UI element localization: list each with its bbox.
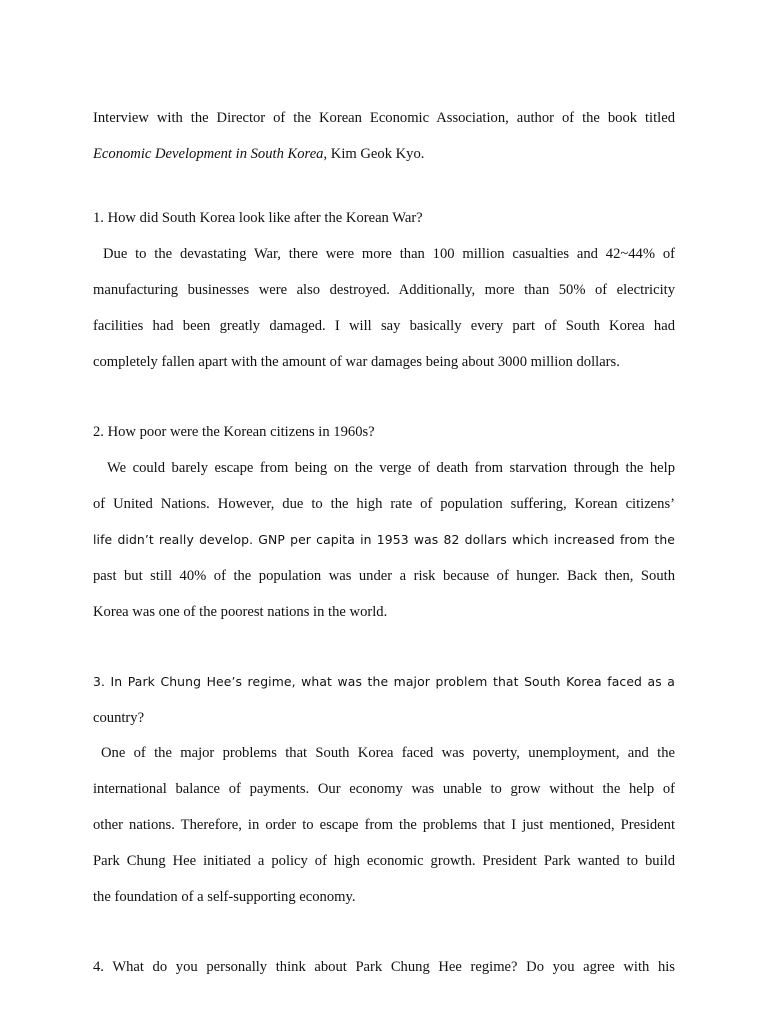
intro-author: , Kim Geok Kyo. — [323, 146, 425, 162]
answer-3-line-2: international balance of payments. Our economy was unable to grow without the help of — [93, 781, 675, 797]
answer-2-line-1: We could barely escape from being on the verge of death from starvation through the help — [107, 460, 675, 476]
answer-3-line-5: the foundation of a self-supporting economy. — [93, 889, 356, 905]
question-2: 2. How poor were the Korean citizens in 1960s? — [93, 424, 375, 440]
answer-1-line-4: completely fallen apart with the amount of war damages being about 3000 million dollars. — [93, 354, 620, 370]
answer-2-line-5: Korea was one of the poorest nations in the world. — [93, 604, 388, 620]
answer-1-line-1: Due to the devastating War, there were more than 100 million casualties and 42~44% of — [103, 246, 675, 262]
question-3-line-2: country? — [93, 710, 145, 726]
question-3-line-1: 3. In Park Chung Hee’s regime, what was the major problem that South Korea faced as a — [93, 674, 675, 689]
answer-2-line-4: past but still 40% of the population was under a risk because of hunger. Back then, South — [93, 568, 675, 584]
answer-2-line-3: life didn’t really develop. GNP per capita in 1953 was 82 dollars which increased from the — [93, 532, 675, 547]
answer-2-line-2: of United Nations. However, due to the high rate of population suffering, Korean citizens’ — [93, 496, 675, 512]
answer-1-line-2: manufacturing businesses were also destroyed. Additionally, more than 50% of electricity — [93, 282, 675, 298]
answer-3-line-1: One of the major problems that South Korea faced was poverty, unemployment, and the — [101, 745, 675, 761]
intro-line-2 — [93, 145, 675, 163]
book-title: Economic Development in South Korea — [93, 146, 324, 162]
answer-3-line-4: Park Chung Hee initiated a policy of high economic growth. President Park wanted to build — [93, 853, 675, 869]
answer-1-line-3: facilities had been greatly damaged. I will say basically every part of South Korea had — [93, 318, 675, 334]
answer-3-line-3: other nations. Therefore, in order to escape from the problems that I just mentioned, President — [93, 817, 675, 833]
question-4: 4. What do you personally think about Park Chung Hee regime? Do you agree with his — [93, 959, 675, 975]
question-1: 1. How did South Korea look like after the Korean War? — [93, 210, 423, 226]
intro-line-1: Interview with the Director of the Korean Economic Association, author of the book titled — [93, 110, 675, 126]
